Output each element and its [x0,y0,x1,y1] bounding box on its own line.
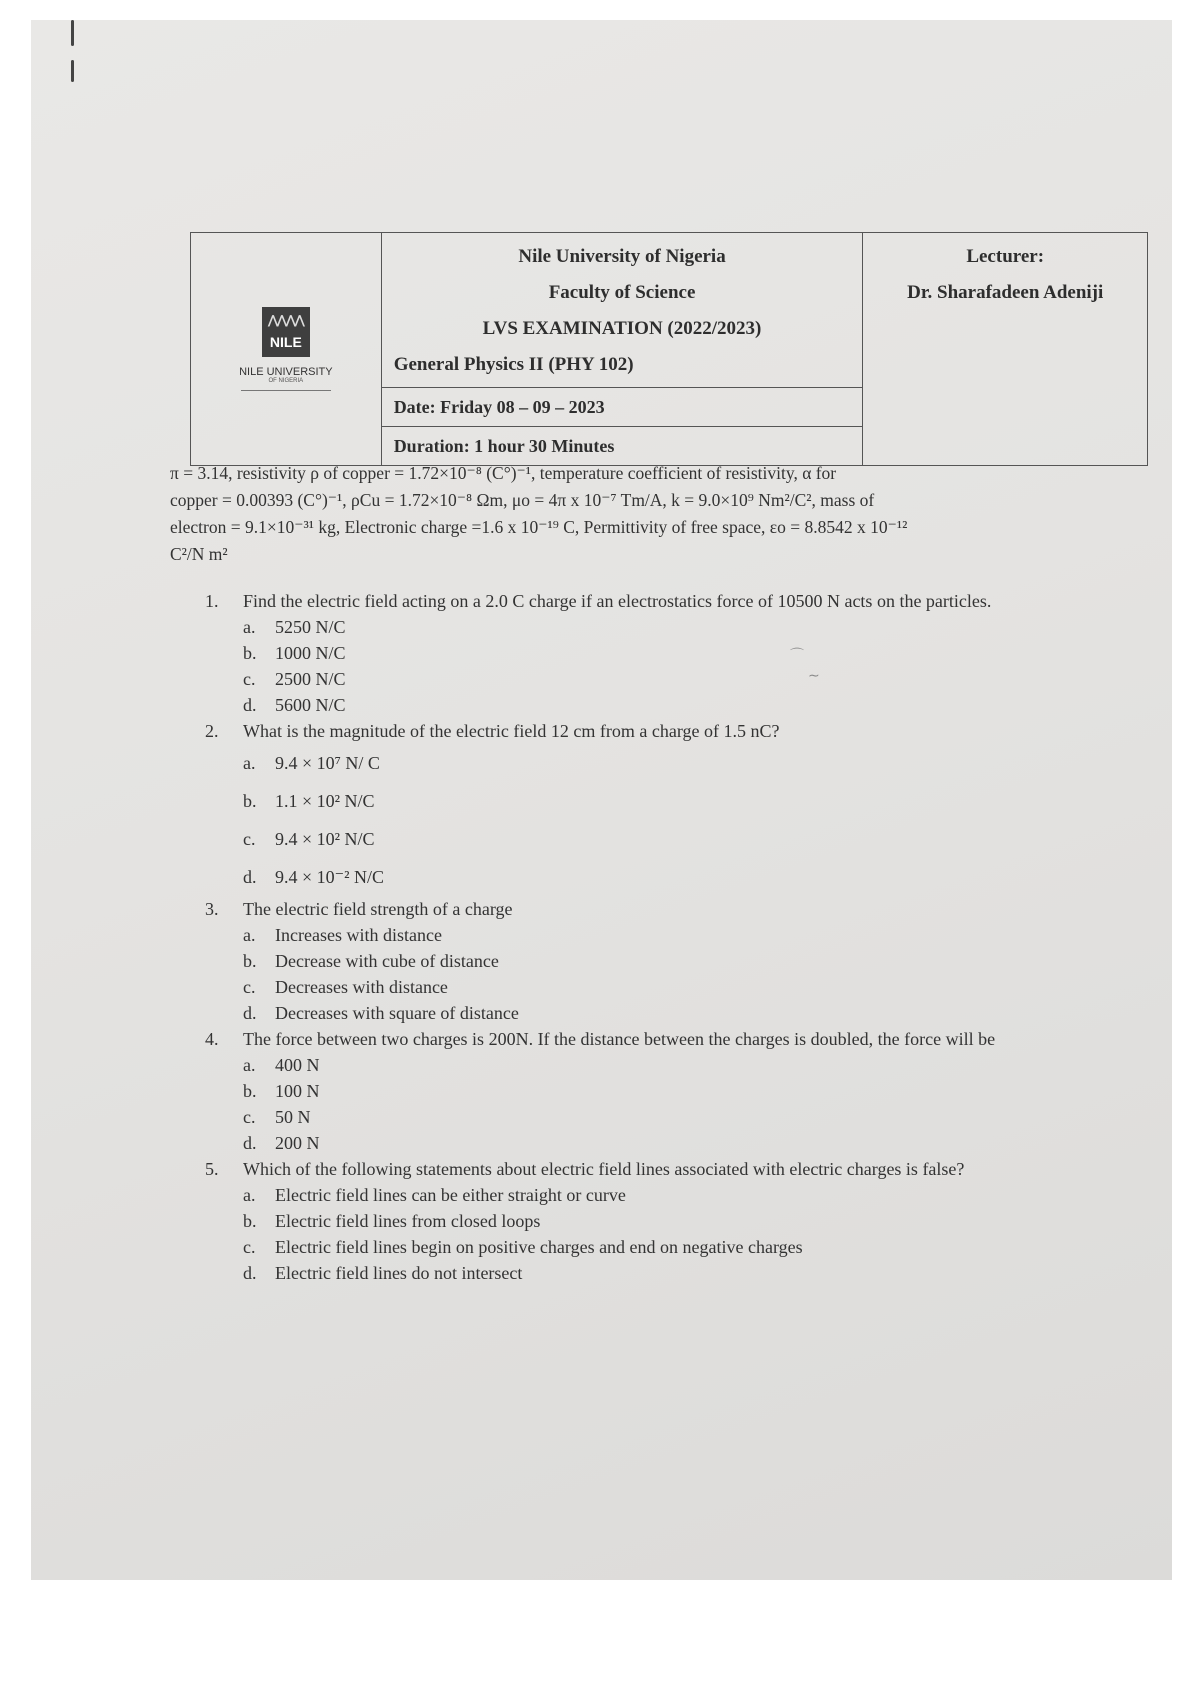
answer-option [243,1182,1085,1208]
lecturer-name: Dr. Sharafadeen Adeniji [907,282,1104,303]
option-letter: d. [243,1003,257,1023]
answer-option [243,640,1085,666]
answer-option [243,614,1085,640]
question-2 [205,718,1085,896]
option-letter: c. [243,829,256,849]
option-text: 9.4 × 10² N/C [275,829,375,849]
logo-cell [191,233,382,466]
option-letter: d. [243,1263,257,1283]
faculty-name: Faculty of Science [548,282,696,303]
question-number: 1. [205,591,219,611]
pencil-scribble: ∼ [808,668,820,684]
option-letter: c. [243,1237,256,1257]
answer-option [243,922,1085,948]
question-text: The electric field strength of a charge [243,899,513,919]
option-text: 2500 N/C [275,669,346,689]
exam-date: Date: Friday 08 – 09 – 2023 [381,388,863,427]
answer-option [243,1104,1085,1130]
question-number: 4. [205,1029,219,1049]
option-text: 5600 N/C [275,695,346,715]
answer-option [243,820,1085,858]
question-5 [205,1156,1085,1286]
answer-option [243,948,1085,974]
option-text: Decreases with distance [275,977,448,997]
answer-options [243,744,1085,896]
option-letter: a. [243,617,256,637]
option-text: 9.4 × 10⁷ N/ C [275,753,380,773]
answer-options [243,1052,1085,1156]
answer-option [243,1234,1085,1260]
paper-edge-mark [71,20,74,46]
answer-options [243,614,1085,718]
constants-line: C²/N m² [170,544,228,564]
option-text: Electric field lines from closed loops [275,1211,541,1231]
option-text: 100 N [275,1081,320,1101]
option-text: 1.1 × 10² N/C [275,791,375,811]
question-number: 3. [205,899,219,919]
exam-duration: Duration: 1 hour 30 Minutes [381,427,863,466]
question-number: 2. [205,721,219,741]
option-text: Decrease with cube of distance [275,951,499,971]
option-text: 1000 N/C [275,643,346,663]
university-name: Nile University of Nigeria [518,246,726,267]
option-text: 9.4 × 10⁻² N/C [275,867,385,887]
option-text: Decreases with square of distance [275,1003,519,1023]
lecturer-cell [863,233,1148,466]
physical-constants [170,460,1070,568]
nile-university-logo: ⋀⋀⋀⋀ NILE [262,307,310,357]
question-text: What is the magnitude of the electric field 12 cm from a charge of 1.5 nC? [243,721,780,741]
constants-line: π = 3.14, resistivity ρ of copper = 1.72×10⁻⁸ (C°)⁻¹, temperature coefficient of resistivity, α for [170,463,837,483]
option-text: 200 N [275,1133,320,1153]
option-text: Increases with distance [275,925,442,945]
question-1 [205,588,1085,718]
answer-options [243,922,1085,1026]
option-letter: b. [243,1211,257,1231]
answer-option [243,1260,1085,1286]
option-letter: a. [243,1055,256,1075]
option-text: Electric field lines do not intersect [275,1263,523,1283]
answer-option [243,744,1085,782]
answer-option [243,974,1085,1000]
option-text: Electric field lines can be either straight or curve [275,1185,626,1205]
option-letter: d. [243,695,257,715]
question-4 [205,1026,1085,1156]
option-text: 5250 N/C [275,617,346,637]
option-letter: d. [243,1133,257,1153]
answer-option [243,1208,1085,1234]
exam-title: LVS EXAMINATION (2022/2023) [482,318,762,339]
option-letter: b. [243,643,257,663]
option-letter: a. [243,925,256,945]
answer-option [243,782,1085,820]
option-letter: c. [243,977,256,997]
answer-option [243,1052,1085,1078]
paper-edge-mark [71,60,74,82]
option-letter: b. [243,1081,257,1101]
logo-divider [241,390,331,391]
question-list [205,588,1085,1286]
constants-line: electron = 9.1×10⁻³¹ kg, Electronic charge =1.6 x 10⁻¹⁹ C, Permittivity of free space, εo = 8.8542 x 10⁻¹² [170,517,908,537]
question-text: Find the electric field acting on a 2.0 C charge if an electrostatics force of 10500 N acts on the particles. [243,591,992,611]
constants-line: copper = 0.00393 (C°)⁻¹, ρCu = 1.72×10⁻⁸ Ωm, μo = 4π x 10⁻⁷ Tm/A, k = 9.0×10⁹ Nm²/C², mass of [170,490,875,510]
option-letter: a. [243,1185,256,1205]
answer-option [243,666,1085,692]
option-text: 50 N [275,1107,311,1127]
option-letter: b. [243,791,257,811]
question-number: 5. [205,1159,219,1179]
answer-option [243,1000,1085,1026]
question-text: Which of the following statements about electric field lines associated with electric charges is false? [243,1159,965,1179]
answer-options [243,1182,1085,1286]
option-letter: c. [243,1107,256,1127]
lecturer-label: Lecturer: [966,246,1045,267]
exam-info-cell [381,233,863,388]
option-letter: d. [243,867,257,887]
pencil-scribble: ⌒ [790,648,804,664]
question-text: The force between two charges is 200N. If the distance between the charges is doubled, the force will be [243,1029,996,1049]
option-text: 400 N [275,1055,320,1075]
answer-option [243,1130,1085,1156]
exam-header-table [190,232,1148,466]
answer-option [243,1078,1085,1104]
question-3 [205,896,1085,1026]
answer-option [243,692,1085,718]
course-title: General Physics II (PHY 102) [393,354,634,375]
logo-subtitle: OF NIGERIA [268,378,304,384]
logo-university-name: NILE UNIVERSITY [239,366,333,378]
answer-option [243,858,1085,896]
option-letter: c. [243,669,256,689]
option-text: Electric field lines begin on positive charges and end on negative charges [275,1237,803,1257]
option-letter: b. [243,951,257,971]
option-letter: a. [243,753,256,773]
